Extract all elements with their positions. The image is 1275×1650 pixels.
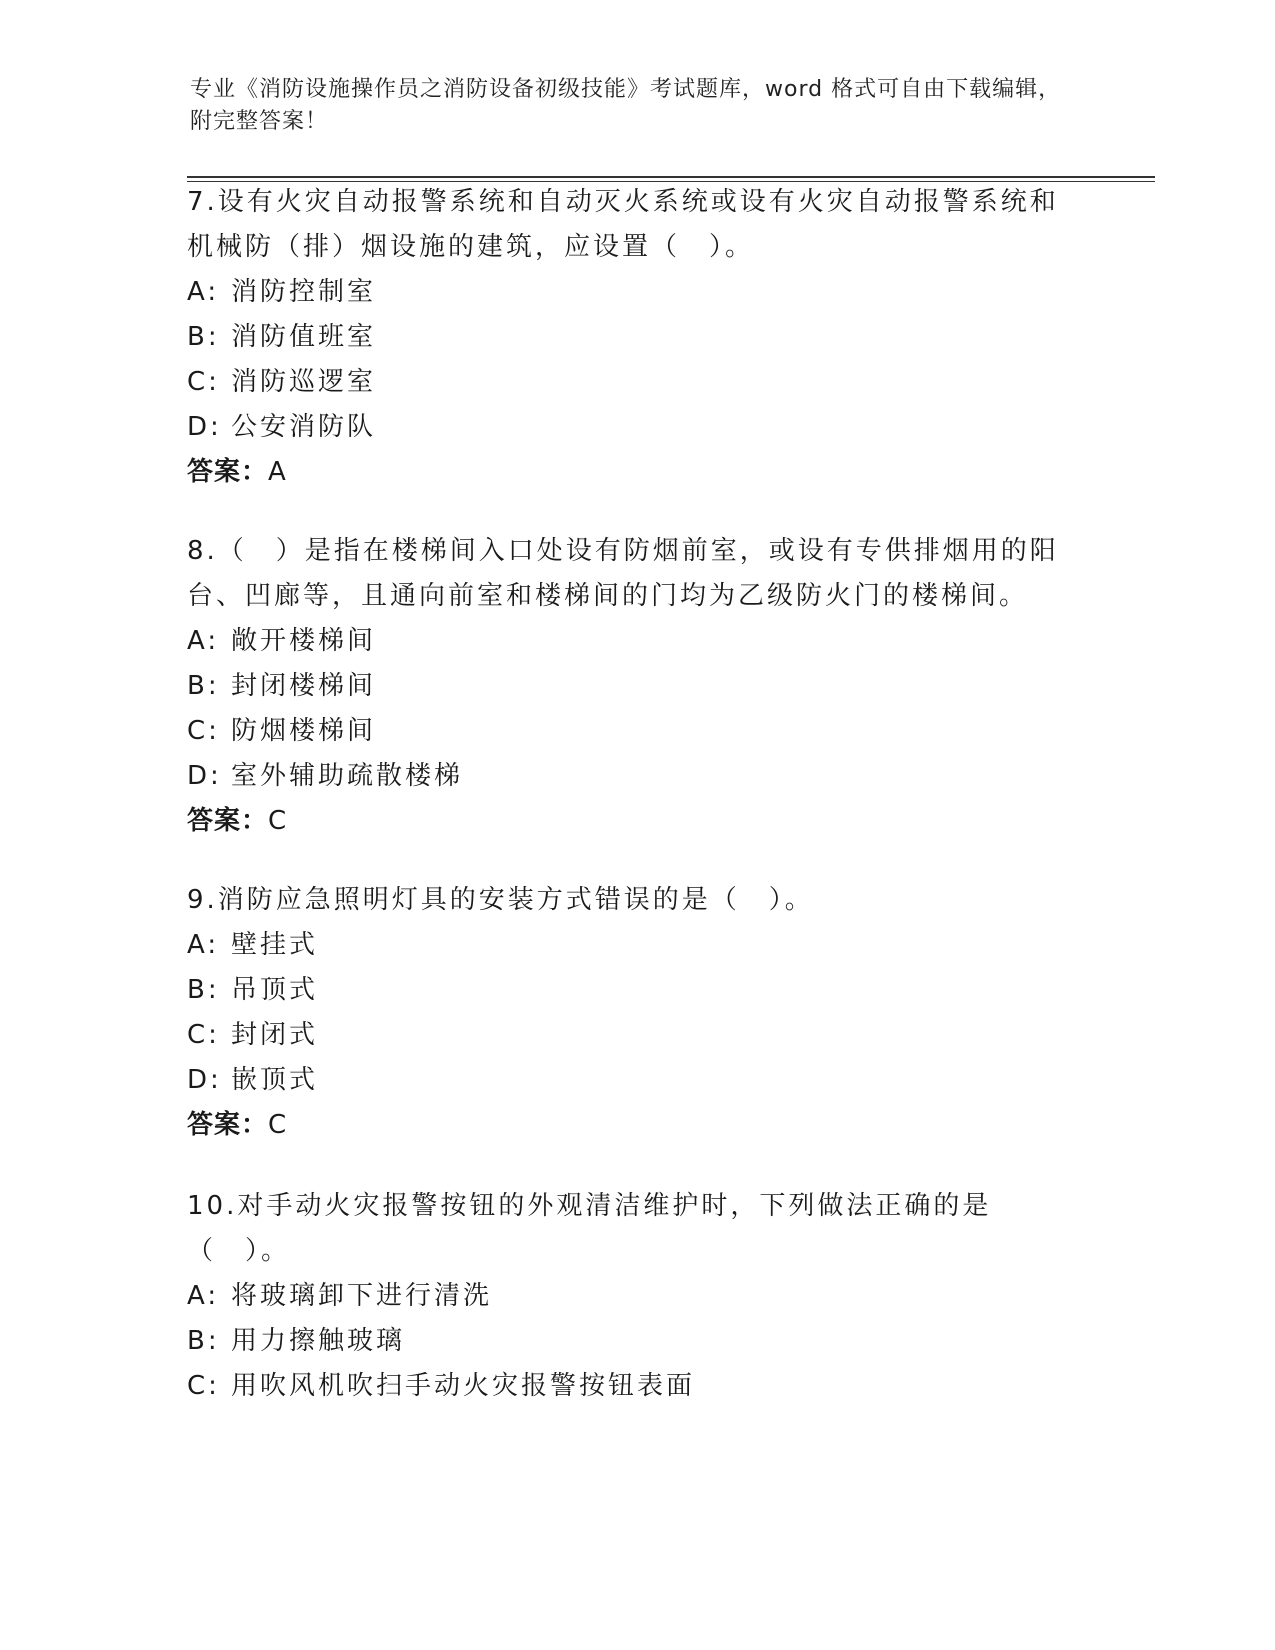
question-stem: 7.设有火灾自动报警系统和自动灭火系统或设有火灾自动报警系统和机械防（排）烟设施的建筑，应设置（ ）。 xyxy=(187,187,1059,262)
option-a xyxy=(187,619,1067,664)
option-d xyxy=(187,1058,1067,1103)
option-text: 防烟楼梯间 xyxy=(231,716,377,746)
question-8 xyxy=(187,529,1067,844)
answer-value: A xyxy=(268,457,287,487)
question-stem: 9.消防应急照明灯具的安装方式错误的是（ ）。 xyxy=(187,885,814,915)
question-10 xyxy=(187,1184,1067,1409)
question-stem: 10.对手动火灾报警按钮的外观清洁维护时，下列做法正确的是（ ）。 xyxy=(187,1191,992,1266)
option-a xyxy=(187,270,1067,315)
answer-line xyxy=(187,1103,1067,1148)
option-letter: D: xyxy=(187,412,222,442)
question-9 xyxy=(187,878,1067,1148)
option-d xyxy=(187,754,1067,799)
option-letter: A: xyxy=(187,277,220,307)
option-text: 用吹风机吹扫手动火灾报警按钮表面 xyxy=(231,1371,696,1401)
option-letter: A: xyxy=(187,930,220,960)
option-letter: B: xyxy=(187,322,220,352)
option-letter: B: xyxy=(187,1326,220,1356)
option-text: 壁挂式 xyxy=(231,930,319,960)
answer-label: 答案： xyxy=(187,457,269,487)
option-a xyxy=(187,923,1067,968)
answer-label: 答案： xyxy=(187,1110,269,1140)
header-divider-thick xyxy=(187,176,1155,178)
option-c xyxy=(187,1364,1067,1409)
option-letter: C: xyxy=(187,367,220,397)
option-text: 消防值班室 xyxy=(231,322,377,352)
option-letter: B: xyxy=(187,975,220,1005)
option-text: 消防控制室 xyxy=(231,277,377,307)
option-letter: C: xyxy=(187,1371,220,1401)
option-text: 吊顶式 xyxy=(231,975,319,1005)
option-letter: C: xyxy=(187,1020,220,1050)
option-text: 公安消防队 xyxy=(231,412,377,442)
option-a xyxy=(187,1274,1067,1319)
option-b xyxy=(187,968,1067,1013)
option-text: 嵌顶式 xyxy=(231,1065,319,1095)
option-d xyxy=(187,405,1067,450)
answer-line xyxy=(187,450,1067,495)
answer-value: C xyxy=(268,806,288,836)
option-letter: A: xyxy=(187,626,220,656)
option-b xyxy=(187,1319,1067,1364)
answer-line xyxy=(187,799,1067,844)
option-letter: A: xyxy=(187,1281,220,1311)
option-letter: C: xyxy=(187,716,220,746)
option-text: 室外辅助疏散楼梯 xyxy=(231,761,464,791)
option-letter: D: xyxy=(187,1065,222,1095)
document-header-note: 专业《消防设施操作员之消防设备初级技能》考试题库，word 格式可自由下载编辑，附完整答案！ xyxy=(190,77,1062,134)
option-text: 封闭楼梯间 xyxy=(231,671,377,701)
option-b xyxy=(187,664,1067,709)
option-text: 将玻璃卸下进行清洗 xyxy=(231,1281,493,1311)
answer-value: C xyxy=(268,1110,288,1140)
option-text: 敞开楼梯间 xyxy=(231,626,377,656)
answer-label: 答案： xyxy=(187,806,269,836)
option-c xyxy=(187,360,1067,405)
question-7 xyxy=(187,180,1067,495)
option-letter: B: xyxy=(187,671,220,701)
option-b xyxy=(187,315,1067,360)
option-c xyxy=(187,709,1067,754)
option-letter: D: xyxy=(187,761,222,791)
option-text: 消防巡逻室 xyxy=(231,367,377,397)
question-stem: 8.（ ）是指在楼梯间入口处设有防烟前室，或设有专供排烟用的阳台、凹廊等，且通向前室和楼梯间的门均为乙级防火门的楼梯间。 xyxy=(187,536,1059,611)
option-text: 封闭式 xyxy=(231,1020,319,1050)
option-c xyxy=(187,1013,1067,1058)
option-text: 用力擦触玻璃 xyxy=(231,1326,406,1356)
